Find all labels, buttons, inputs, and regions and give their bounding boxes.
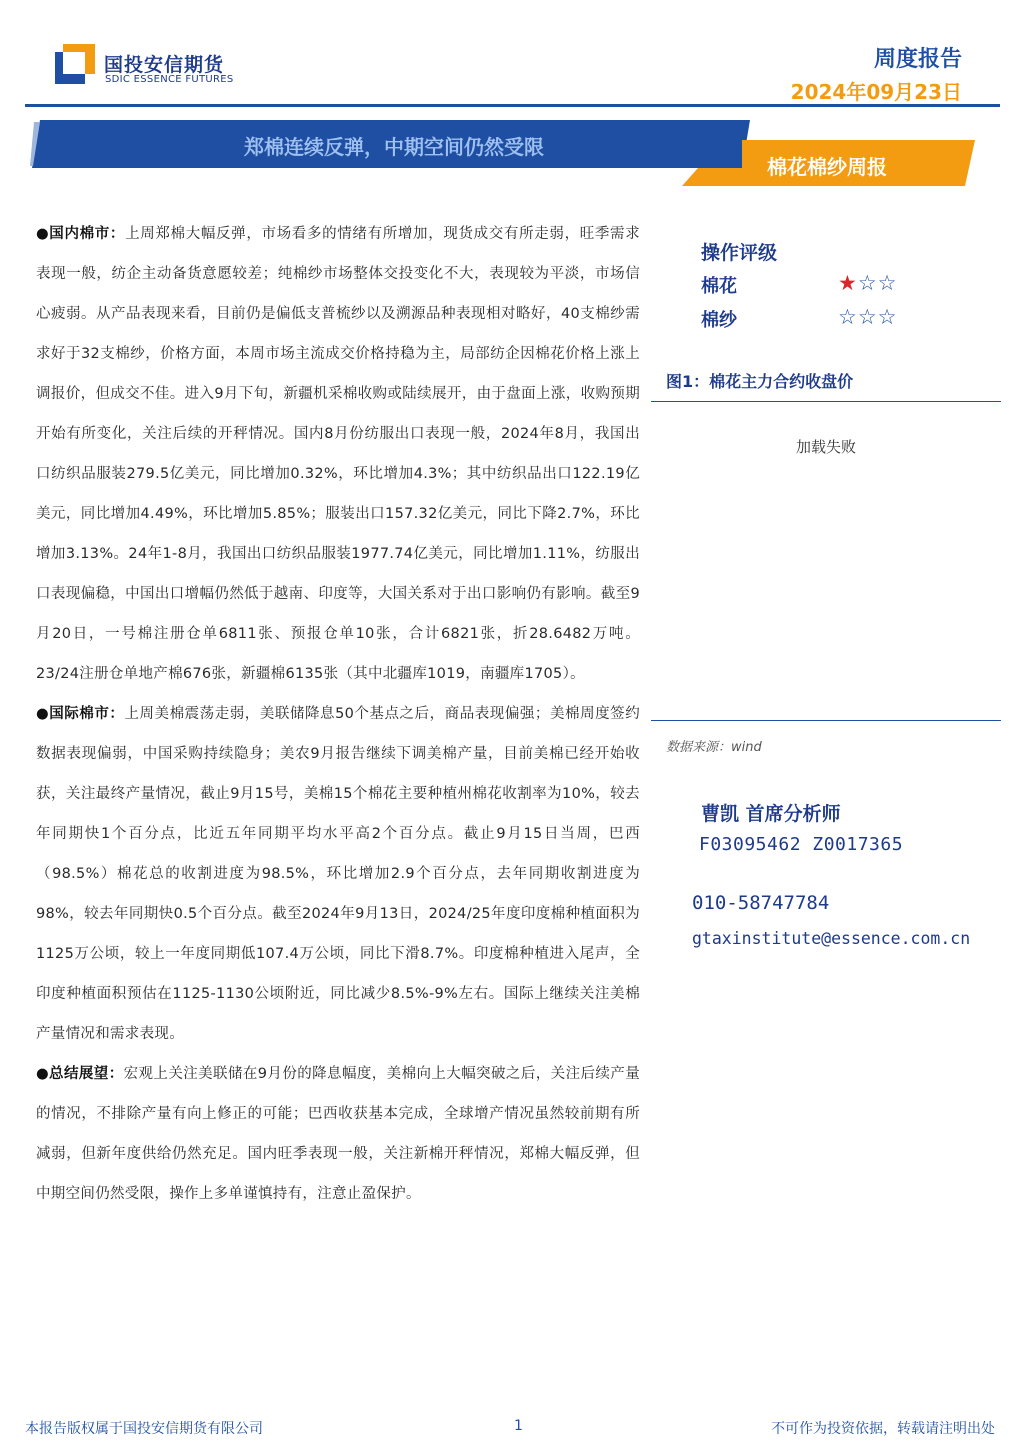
section-text: 上周郑棉大幅反弹，市场看多的情绪有所增加，现货成交有所走弱，旺季需求表现一般，纺企主动备货意愿较差；纯棉纱市场整体交投变化不大，表现较为平淡，市场信心疲弱。从产品表现来看，目前仍是偏低支普梳纱以及溯源品种表现相对略好，40支棉纱需求好于32支棉纱，价格方面，本周市场主流成交价格持稳为主，局部纺企因棉花价格上涨上调报价，但成交不佳。进入9月下旬，新疆机采棉收购或陆续展开，由于盘面上涨，收购预期开始有所变化，关注后续的开秤情况。国内8月份纺服出口表现一般，2024年8月，我国出口纺织品服装279.5亿美元，同比增加0.32%，环比增加4.3%；其中纺织品出口122.19亿美元，同比增加4.49%，环比增加5.85%；服装出口157.32亿美元，同比下降2.7%，环比增加3.13%。24年1-8月，我国出口纺织品服装1977.74亿美元，同比增加1.11%，纺服出口表现偏稳，中国出口增幅仍然低于越南、印度等，大国关系对于出口影响仍有影响。截至9月20日，一号棉注册仓单6811张、预报仓单10张，合计6821张，折28.6482万吨。23/24注册仓单地产棉676张，新疆棉6135张（其中北疆库1019，南疆库1705）。: [36, 226, 641, 682]
section-heading: ●总结展望：: [36, 1066, 124, 1082]
section-heading: ●国内棉市：: [36, 226, 126, 242]
figure-divider-bottom: [651, 720, 1001, 721]
main-body: [36, 214, 640, 1214]
company-logo-text: 国投安信期货: [104, 54, 225, 76]
star-filled-icon: ★: [838, 271, 858, 295]
figure-load-failed-text: 加载失败: [795, 438, 856, 456]
star-empty-icon: ☆: [857, 305, 878, 329]
star-empty-icon: ☆: [838, 305, 858, 329]
rating-title: 操作评级: [701, 242, 778, 264]
star-empty-icon: ☆: [857, 271, 878, 295]
report-type: 周度报告: [873, 47, 962, 72]
company-logo-subtext: SDIC ESSENCE FUTURES: [105, 74, 234, 85]
star-empty-icon: ☆: [877, 271, 898, 295]
footer-disclaimer: 不可作为投资依据，转载请注明出处: [771, 1421, 995, 1437]
rating-stars-cotton: [838, 271, 897, 295]
section-summary: [36, 1054, 640, 1214]
logo-icon: [55, 44, 95, 84]
star-empty-icon: ☆: [877, 305, 898, 329]
section-heading: ●国际棉市：: [36, 706, 125, 722]
rating-stars-yarn: [838, 305, 897, 329]
report-series-tag: 棉花棉纱周报: [767, 155, 887, 179]
header-divider: [25, 104, 1000, 107]
section-text: 宏观上关注美联储在9月份的降息幅度，美棉向上大幅突破之后，关注后续产量的情况，不排除产量有向上修正的可能；巴西收获基本完成，全球增产情况虽然较前期有所减弱，但新年度供给仍然充足。国内旺季表现一般，关注新棉开秤情况，郑棉大幅反弹，但中期空间仍然受限，操作上多单谨慎持有，注意止盈保护。: [36, 1066, 640, 1202]
report-date: 2024年09月23日: [790, 80, 962, 104]
rating-label-yarn: 棉纱: [701, 310, 737, 331]
figure-source: 数据来源：wind: [666, 740, 762, 755]
footer-copyright: 本报告版权属于国投安信期货有限公司: [25, 1421, 263, 1437]
analyst-email[interactable]: gtaxinstitute@essence.com.cn: [692, 929, 971, 948]
rating-label-cotton: 棉花: [701, 276, 737, 297]
analyst-license: F03095462 Z0017365: [699, 834, 904, 855]
section-domestic: [36, 214, 640, 694]
analyst-name: 曹凯 首席分析师: [701, 803, 841, 825]
figure-title: 图1：棉花主力合约收盘价: [666, 372, 854, 391]
report-headline: 郑棉连续反弹，中期空间仍然受限: [244, 135, 544, 159]
page-number: 1: [514, 1418, 523, 1434]
figure-divider-top: [651, 401, 1001, 402]
section-text: 上周美棉震荡走弱，美联储降息50个基点之后，商品表现偏强；美棉周度签约数据表现偏弱，中国采购持续隐身；美农9月报告继续下调美棉产量，目前美棉已经开始收获，关注最终产量情况，截止9月15号，美棉15个棉花主要种植州棉花收割率为10%，较去年同期快1个百分点，比近五年同期平均水平高2个百分点。截止9月15日当周，巴西（98.5%）棉花总的收割进度为98.5%，环比增加2.9个百分点，去年同期收割进度为98%，较去年同期快0.5个百分点。截至2024年9月13日，2024/25年度印度棉种植面积为1125万公顷，较上一年度同期低107.4万公顷，同比下滑8.7%。印度棉种植进入尾声，全印度种植面积预估在1125-1130公顷附近，同比减少8.5%-9%左右。国际上继续关注美棉产量情况和需求表现。: [36, 706, 641, 1042]
section-international: [36, 694, 640, 1054]
analyst-phone: 010-58747784: [692, 892, 830, 914]
